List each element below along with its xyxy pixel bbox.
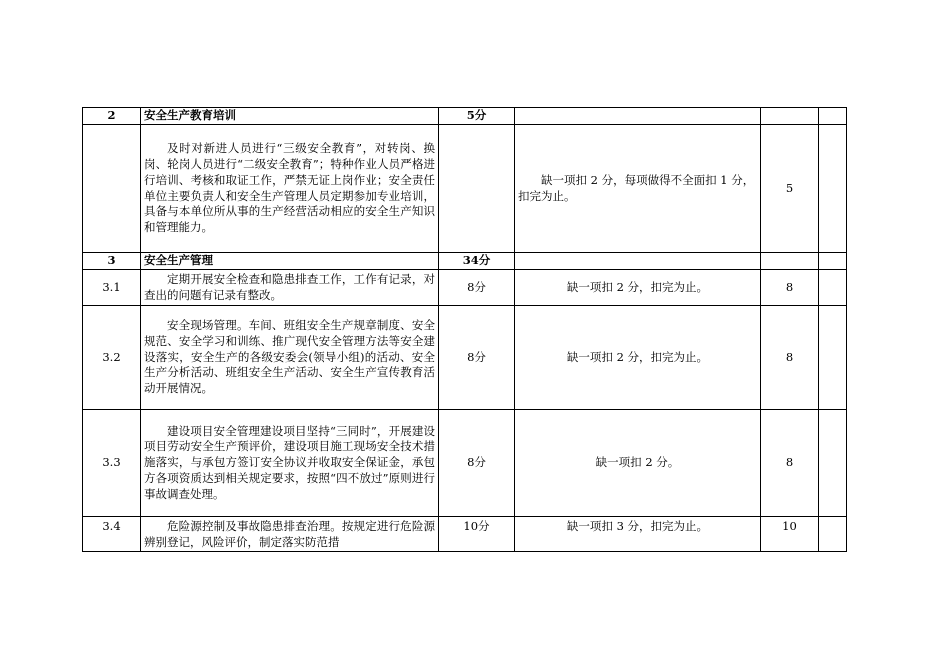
item-points: 8分 (439, 306, 515, 410)
item-score: 8 (761, 270, 819, 306)
table-row (83, 517, 847, 552)
scoring-rule: 缺一项扣 2 分，每项做得不全面扣 1 分，扣完为止。 (515, 125, 761, 253)
item-score: 8 (761, 306, 819, 410)
item-points: 8分 (439, 270, 515, 306)
item-number: 2 (83, 108, 141, 125)
item-score (761, 108, 819, 125)
scoring-rule: 缺一项扣 2 分，扣完为止。 (515, 306, 761, 410)
item-note (819, 253, 847, 270)
item-description: 建设项目安全管理建设项目坚持“三同时”，开展建设项目劳动安全生产预评价，建设项目施工现场安全技术措施落实，与承包方签订安全协议并收取安全保证金，承包方各项资质达到相关规定要求，按照“四不放过”原则进行事故调查处理。 (141, 410, 439, 517)
item-note (819, 410, 847, 517)
item-number: 3.1 (83, 270, 141, 306)
table-row (83, 108, 847, 125)
assessment-table (82, 107, 847, 552)
item-title: 安全生产教育培训 (141, 108, 439, 125)
item-score (761, 253, 819, 270)
item-points: 34分 (439, 253, 515, 270)
item-description: 定期开展安全检查和隐患排查工作，工作有记录，对查出的问题有记录有整改。 (141, 270, 439, 306)
item-score: 10 (761, 517, 819, 552)
table-row (83, 125, 847, 253)
item-number: 3.4 (83, 517, 141, 552)
scoring-rule: 缺一项扣 2 分，扣完为止。 (515, 270, 761, 306)
table-row (83, 270, 847, 306)
table-row (83, 410, 847, 517)
table-row (83, 306, 847, 410)
item-points: 8分 (439, 410, 515, 517)
item-points: 5分 (439, 108, 515, 125)
item-description: 及时对新进人员进行“三级安全教育”，对转岗、换岗、轮岗人员进行“二级安全教育”；特种作业人员严格进行培训、考核和取证工作，严禁无证上岗作业；安全责任单位主要负责人和安全生产管理人员定期参加专业培训，具备与本单位所从事的生产经营活动相应的安全生产知识和管理能力。 (141, 125, 439, 253)
item-number (83, 125, 141, 253)
table-row (83, 253, 847, 270)
item-number: 3.3 (83, 410, 141, 517)
item-note (819, 517, 847, 552)
item-description: 危险源控制及事故隐患排查治理。按规定进行危险源辨别登记，风险评价，制定落实防范措 (141, 517, 439, 552)
item-number: 3 (83, 253, 141, 270)
item-title: 安全生产管理 (141, 253, 439, 270)
item-note (819, 125, 847, 253)
item-note (819, 270, 847, 306)
scoring-rule: 缺一项扣 3 分，扣完为止。 (515, 517, 761, 552)
item-description: 安全现场管理。车间、班组安全生产规章制度、安全规范、安全学习和训练、推广现代安全管理方法等安全建设落实，安全生产的各级安委会(领导小组)的活动、安全生产分析活动、班组安全生产活动、安全生产宣传教育活动开展情况。 (141, 306, 439, 410)
item-number: 3.2 (83, 306, 141, 410)
item-score: 8 (761, 410, 819, 517)
scoring-rule (515, 253, 761, 270)
item-note (819, 108, 847, 125)
scoring-rule: 缺一项扣 2 分。 (515, 410, 761, 517)
item-score: 5 (761, 125, 819, 253)
item-points: 10分 (439, 517, 515, 552)
item-note (819, 306, 847, 410)
scoring-rule (515, 108, 761, 125)
item-points (439, 125, 515, 253)
